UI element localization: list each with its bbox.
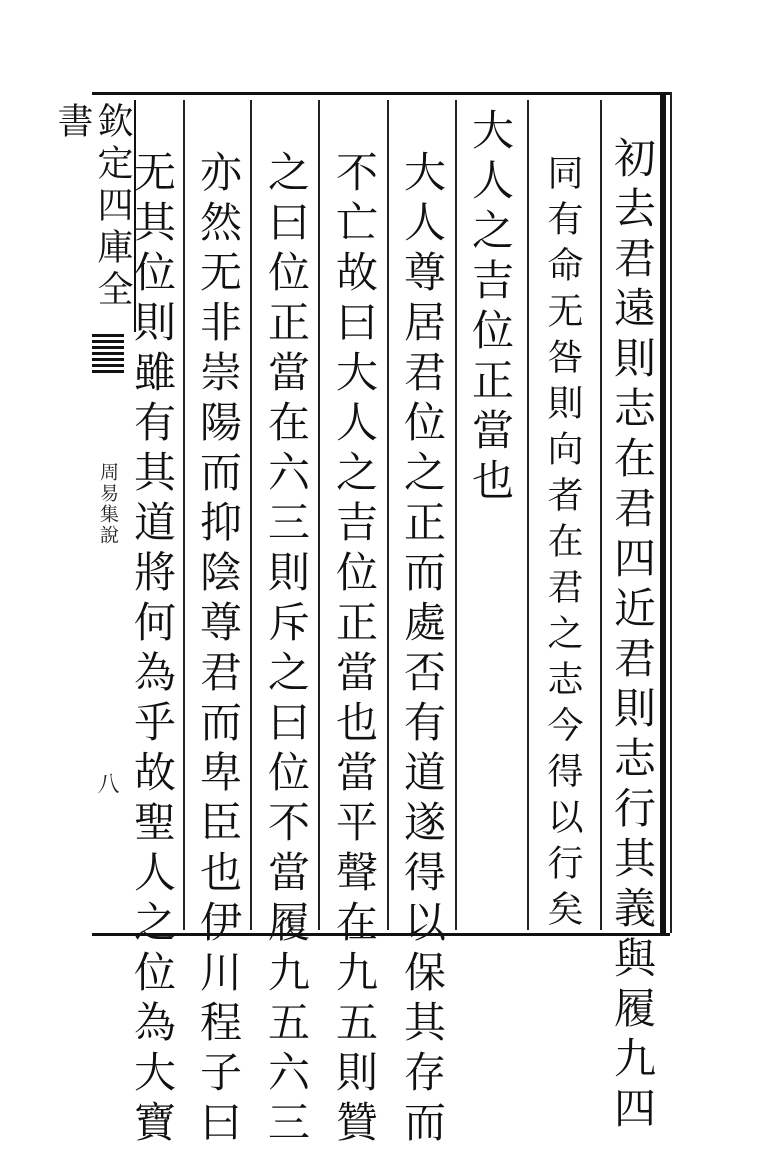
column-rule [600, 100, 602, 930]
column-rule [387, 100, 389, 930]
column-rule [183, 100, 185, 930]
margin-book-title: 周易集說 [97, 462, 119, 546]
frame-right-border [660, 92, 666, 933]
text-column-7: 亦然无非崇陽而抑陰尊君而卑臣也伊川程子曰 [194, 150, 243, 1150]
text-column-1: 初去君遠則志在君四近君則志行其義與履九四 [608, 136, 657, 1136]
margin-page-number: 八 [94, 772, 119, 794]
text-column-8: 无其位則雖有其道將何為乎故聖人之位為大寶 [128, 150, 177, 1150]
text-column-5: 不亡故曰大人之吉位正當也當平聲在九五則贊 [330, 150, 379, 1150]
column-rule [250, 100, 252, 930]
column-rule [318, 100, 320, 930]
text-column-3-heading: 大人之吉位正當也 [466, 108, 515, 508]
text-column-4: 大人尊居君位之正而處否有道遂得以保其存而 [398, 150, 447, 1150]
column-rule [527, 100, 529, 930]
column-rule [455, 100, 457, 930]
margin-series-title: 欽定四庫全書 [52, 102, 133, 312]
margin-fishtail-ornament [92, 334, 124, 374]
text-column-6: 之曰位正當在六三則斥之曰位不當履九五六三 [262, 150, 311, 1150]
frame-right-border-thin [670, 92, 672, 933]
text-column-2: 同有命无咎則向者在君之志今得以行矣 [542, 154, 583, 936]
